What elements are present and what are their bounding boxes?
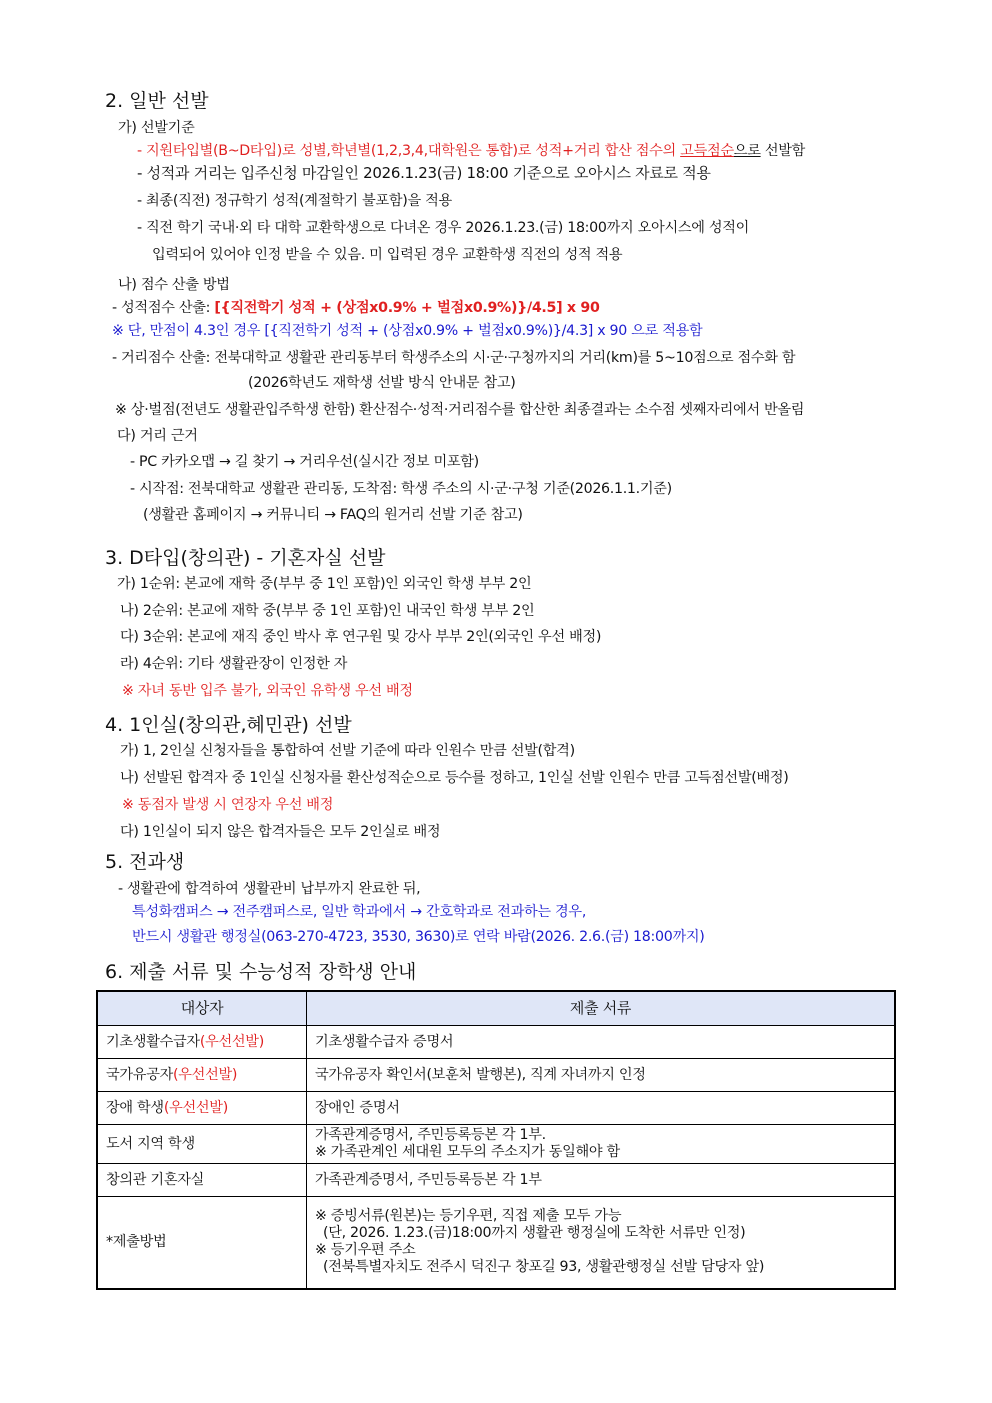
target-cell: [97, 1026, 307, 1059]
document-line: ※ 증빙서류(원본)는 등기우편, 직접 제출 모두 가능: [315, 1208, 622, 1225]
section-2-da-line1: - PC 카카오맵 → 길 찾기 → 거리우선(실시간 정보 미포함): [130, 454, 479, 470]
selection-criteria-text: - 지원타입별(B~D타입)로 성별,학년별(1,2,3,4,대학원은 통합)로 성적+거리 합산 점수의: [137, 143, 681, 159]
section-5-line3: 반드시 생활관 행정실(063-270-4723, 3530, 3630)로 연락 바람(2026. 2.6.(금) 18:00까지): [132, 929, 705, 945]
document-line: 가족관계증명서, 주민등록등본 각 1부.: [315, 1127, 546, 1143]
priority-tag: (우선선발): [163, 1099, 228, 1116]
submission-documents-table: [96, 990, 896, 1290]
section-2-ga-line2: - 성적과 거리는 입주신청 마감일인 2026.1.23(금) 18:00 기준으로 오아시스 자료로 적용: [137, 164, 711, 182]
section-2-da-line2: - 시작점: 전북대학교 생활관 관리동, 도착점: 학생 주소의 시·군·구청 기준(2026.1.1.기준): [130, 481, 672, 497]
section-2-ga-label: 가) 선발기준: [118, 120, 195, 136]
table-row: [97, 1092, 895, 1125]
documents-cell: [307, 1197, 896, 1289]
section-3-item: 라) 4순위: 기타 생활관장이 인정한 자: [120, 656, 348, 672]
distance-score-line: - 거리점수 산출: 전북대학교 생활관 관리동부터 학생주소의 시·군·구청까지의 거리(km)를 5~10점으로 점수화 함: [112, 350, 796, 366]
section-2-ga-line4: - 직전 학기 국내·외 타 대학 교환학생으로 다녀온 경우 2026.1.23.(금) 18:00까지 오아시스에 성적이: [137, 220, 750, 236]
section-2-ga-line3: - 최종(직전) 정규학기 성적(계절학기 불포함)을 적용: [137, 193, 452, 209]
grade-score-line: [112, 299, 600, 317]
target-cell: 도서 지역 학생: [97, 1125, 307, 1164]
column-header-target: 대상자: [97, 991, 307, 1026]
target-label: 기초생활수급자: [106, 1033, 200, 1050]
section-2-da-line3: (생활관 홈페이지 → 커뮤니티 → FAQ의 원거리 선발 기준 참고): [143, 507, 523, 523]
column-header-documents: 제출 서류: [307, 991, 896, 1026]
grade-score-note: ※ 단, 만점이 4.3인 경우 [{직전학기 성적 + (상점x0.9% + 벌점x0.9%)}/4.3] x 90 으로 적용함: [112, 323, 703, 339]
high-score-order-text: 고득점순: [680, 143, 734, 159]
section-2-na-label: 나) 점수 산출 방법: [118, 277, 230, 293]
section-4-note: ※ 동점자 발생 시 연장자 우선 배정: [122, 797, 334, 813]
table-row: [97, 1059, 895, 1092]
distance-score-reference: (2026학년도 재학생 선발 방식 안내문 참고): [248, 375, 516, 391]
by-text: 으로: [733, 143, 761, 159]
document-line: ※ 등기우편 주소: [315, 1242, 416, 1259]
section-3-note: ※ 자녀 동반 입주 불가, 외국인 유학생 우선 배정: [122, 683, 413, 699]
section-2-ga-line5: 입력되어 있어야 인정 받을 수 있음. 미 입력된 경우 교환학생 직전의 성적 적용: [152, 247, 623, 263]
priority-tag: (우선선발): [173, 1066, 238, 1083]
target-cell: [97, 1059, 307, 1092]
target-cell: 창의관 기혼자실: [97, 1164, 307, 1197]
section-2-title: 2. 일반 선발: [105, 90, 209, 112]
grade-score-label: - 성적점수 산출:: [112, 300, 215, 316]
section-5-line2: 특성화캠퍼스 → 전주캠퍼스로, 일반 학과에서 → 간호학과로 전과하는 경우,: [132, 904, 587, 920]
target-label: 장애 학생: [106, 1099, 164, 1116]
section-3-item: 가) 1순위: 본교에 재학 중(부부 중 1인 포함)인 외국인 학생 부부 2인: [117, 576, 532, 592]
table-row: [97, 1125, 895, 1164]
document-note: ※ 가족관계인 세대원 모두의 주소지가 동일해야 함: [315, 1144, 620, 1160]
documents-cell: 기초생활수급자 증명서: [307, 1026, 896, 1059]
selection-suffix-text: 선발함: [760, 143, 806, 159]
section-6-title: 6. 제출 서류 및 수능성적 장학생 안내: [105, 961, 417, 983]
section-2-da-label: 다) 거리 근거: [117, 428, 198, 444]
section-4-na: 나) 선발된 합격자 중 1인실 신청자를 환산성적순으로 등수를 정하고, 1인실 선발 인원수 만큼 고득점선발(배정): [120, 770, 789, 786]
submission-method-label: *제출방법: [97, 1197, 307, 1289]
document-line: (단, 2026. 1.23.(금)18:00까지 생활관 행정실에 도착한 서류만 인정): [323, 1225, 746, 1242]
section-3-title: 3. D타입(창의관) - 기혼자실 선발: [105, 547, 386, 569]
documents-cell: [307, 1125, 896, 1164]
section-2-ga-line1: [137, 142, 805, 160]
documents-cell: 국가유공자 확인서(보훈처 발행본), 직계 자녀까지 인정: [307, 1059, 896, 1092]
section-4-title: 4. 1인실(창의관,혜민관) 선발: [105, 714, 352, 736]
table-row: [97, 1026, 895, 1059]
section-4-da: 다) 1인실이 되지 않은 합격자들은 모두 2인실로 배정: [120, 824, 441, 840]
priority-tag: (우선선발): [199, 1033, 264, 1050]
table-row: [97, 1197, 895, 1289]
documents-cell: 장애인 증명서: [307, 1092, 896, 1125]
section-3-item: 다) 3순위: 본교에 재직 중인 박사 후 연구원 및 강사 부부 2인(외국인 우선 배정): [120, 629, 602, 645]
target-label: 국가유공자: [106, 1066, 174, 1083]
rounding-note: ※ 상·벌점(전년도 생활관입주학생 한함) 환산점수·성적·거리점수를 합산한 최종결과는 소수점 셋째자리에서 반올림: [115, 402, 805, 418]
section-5-line1: - 생활관에 합격하여 생활관비 납부까지 완료한 뒤,: [118, 881, 421, 897]
grade-score-formula: [{직전학기 성적 + (상점x0.9% + 벌점x0.9%)}/4.5] x 90: [214, 300, 600, 316]
mailing-address: (전북특별자치도 전주시 덕진구 창포길 93, 생활관행정실 선발 담당자 앞): [323, 1259, 765, 1276]
documents-cell: 가족관계증명서, 주민등록등본 각 1부: [307, 1164, 896, 1197]
target-cell: [97, 1092, 307, 1125]
table-row: [97, 1164, 895, 1197]
section-4-ga: 가) 1, 2인실 신청자들을 통합하여 선발 기준에 따라 인원수 만큼 선발(합격): [120, 743, 575, 759]
section-5-title: 5. 전과생: [105, 851, 185, 873]
table-header-row: [97, 991, 895, 1026]
section-3-item: 나) 2순위: 본교에 재학 중(부부 중 1인 포함)인 내국인 학생 부부 2인: [120, 603, 535, 619]
